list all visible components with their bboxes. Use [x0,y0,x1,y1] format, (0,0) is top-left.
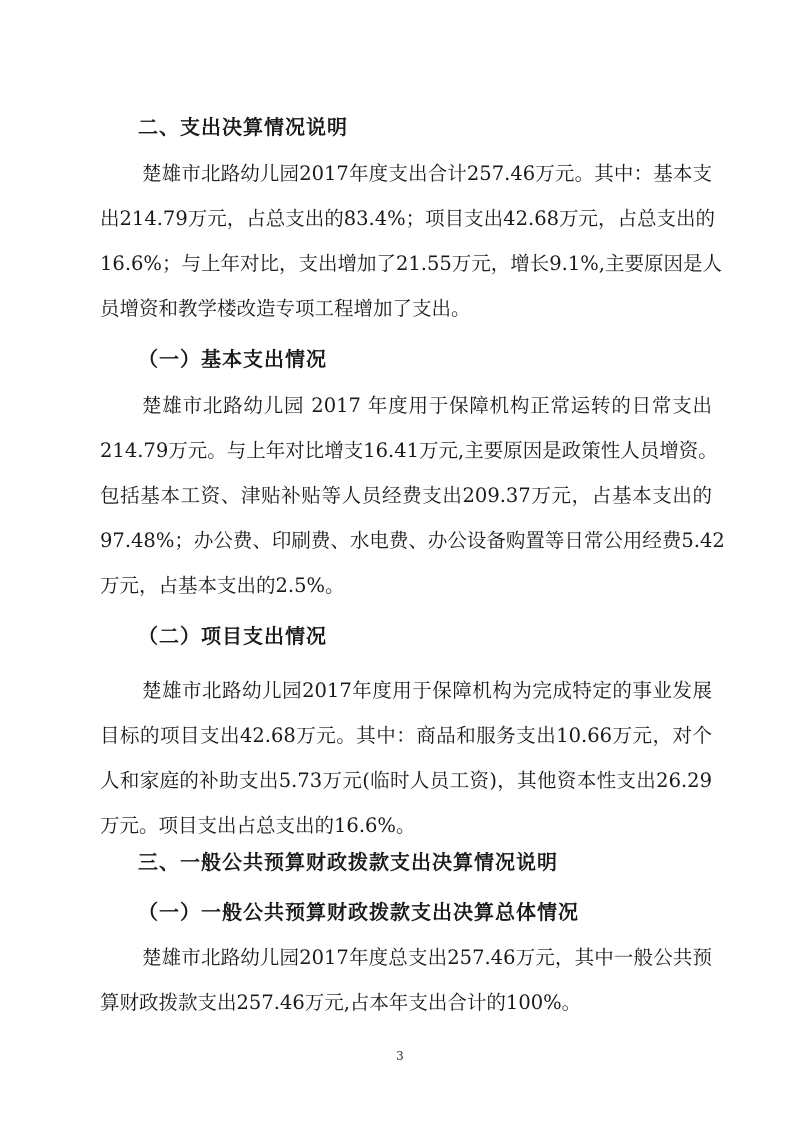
section-heading-expenditure: 二、支出决算情况说明 [138,115,348,139]
text-line: 楚雄市北路幼儿园2017年度用于保障机构为完成特定的事业发展 [142,679,712,702]
text-line: 97.48%；办公费、印刷费、水电费、办公设备购置等日常公用经费5.42 [100,529,725,552]
text-line: 楚雄市北路幼儿园2017年度支出合计257.46万元。其中：基本支 [142,162,712,185]
subsection-heading-basic-expenditure: （一）基本支出情况 [138,347,327,371]
paragraph-general-budget-overall [100,935,712,1025]
text-line: 万元。项目支出占总支出的16.6%。 [100,814,416,837]
text-line: 楚雄市北路幼儿园2017年度总支出257.46万元，其中一般公共预 [142,946,712,969]
paragraph-basic-expenditure [100,383,725,608]
page-number: 3 [396,1049,404,1063]
paragraph-expenditure-summary [100,151,723,331]
subsection-heading-general-budget-overall: （一）一般公共预算财政拨款支出决算总体情况 [138,900,579,924]
section-heading-general-budget: 三、一般公共预算财政拨款支出决算情况说明 [138,850,558,874]
text-line: 214.79万元。与上年对比增支16.41万元,主要原因是政策性人员增资。 [100,439,718,462]
paragraph-project-expenditure [100,668,712,848]
text-line: 16.6%；与上年对比，支出增加了21.55万元，增长9.1%,主要原因是人 [100,252,723,275]
text-line: 万元，占基本支出的2.5%。 [100,574,345,597]
text-line: 人和家庭的补助支出5.73万元(临时人员工资)，其他资本性支出26.29 [100,769,712,792]
text-line: 楚雄市北路幼儿园 2017 年度用于保障机构正常运转的日常支出 [142,394,712,417]
text-line: 包括基本工资、津贴补贴等人员经费支出209.37万元，占基本支出的 [100,484,712,507]
text-line: 出214.79万元，占总支出的83.4%；项目支出42.68万元，占总支出的 [100,207,716,230]
text-line: 算财政拨款支出257.46万元,占本年支出合计的100%。 [100,991,582,1014]
text-line: 员增资和教学楼改造专项工程增加了支出。 [100,297,471,320]
text-line: 目标的项目支出42.68万元。其中：商品和服务支出10.66万元，对个 [100,724,712,747]
subsection-heading-project-expenditure: （二）项目支出情况 [138,624,327,648]
